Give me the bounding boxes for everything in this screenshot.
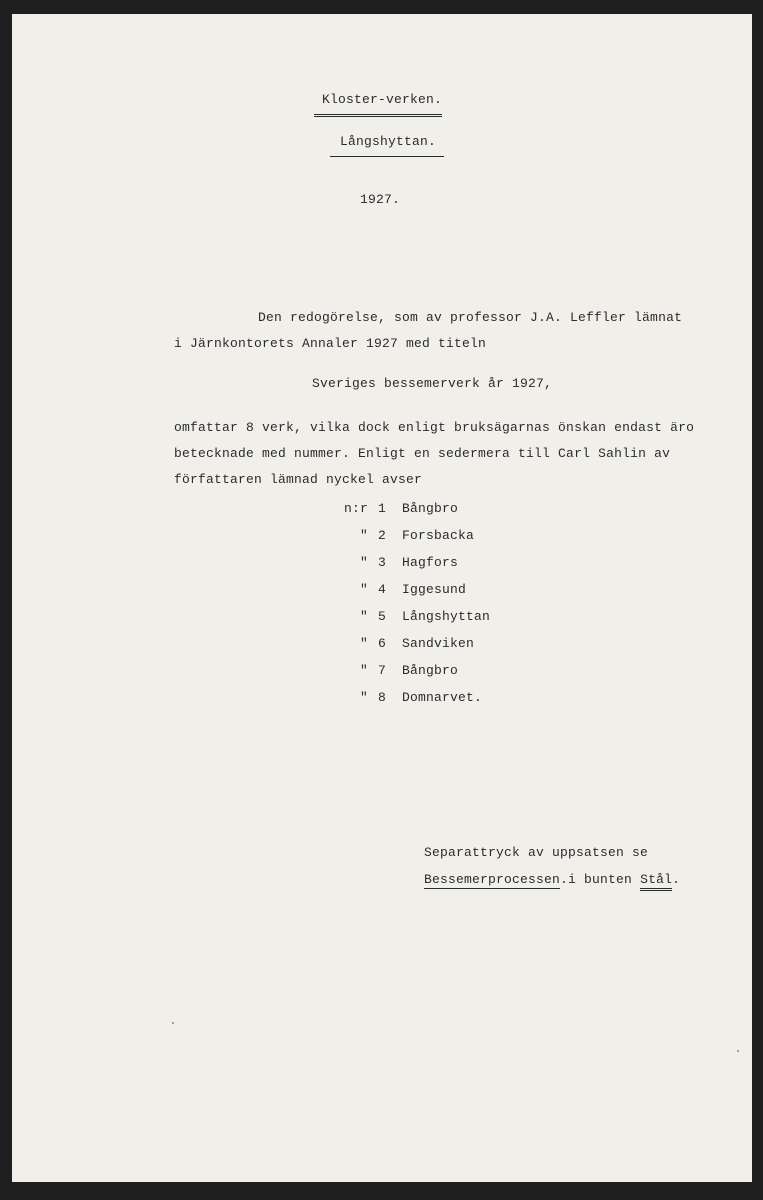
body-center-title: Sveriges bessemerverk år 1927,	[312, 376, 553, 391]
body-line-3: omfattar 8 verk, vilka dock enligt bruksägarnas önskan endast äro	[174, 420, 695, 435]
document-title: Kloster-verken.	[322, 92, 443, 107]
key-number: 4	[378, 582, 387, 597]
key-name: Iggesund	[402, 582, 467, 597]
key-number: 8	[378, 690, 387, 705]
document-year: 1927.	[360, 192, 401, 207]
key-prefix: "	[359, 636, 368, 651]
reference-end: .	[672, 872, 681, 887]
key-name: Bångbro	[402, 501, 459, 516]
body-line-1: Den redogörelse, som av professor J.A. Leffler lämnat	[258, 310, 683, 325]
reference-bundle: Stål	[640, 872, 672, 891]
footer-note-line-2	[424, 872, 680, 888]
body-line-4: betecknade med nummer. Enligt en sedermera till Carl Sahlin av	[174, 446, 671, 461]
key-prefix: "	[359, 690, 368, 705]
key-number: 7	[378, 663, 387, 678]
key-prefix: "	[359, 663, 368, 678]
key-prefix: "	[359, 609, 368, 624]
document-page	[12, 14, 752, 1182]
paper-speck	[172, 1022, 174, 1024]
body-line-5: författaren lämnad nyckel avser	[174, 472, 423, 487]
key-prefix: n:r	[343, 501, 368, 516]
key-prefix: "	[359, 555, 368, 570]
title-double-underline	[314, 114, 442, 117]
document-subtitle: Långshyttan.	[340, 134, 437, 149]
key-number: 5	[378, 609, 387, 624]
key-prefix: "	[359, 582, 368, 597]
key-number: 1	[378, 501, 387, 516]
body-line-2: i Järnkontorets Annaler 1927 med titeln	[174, 336, 487, 351]
key-name: Domnarvet.	[402, 690, 483, 705]
reference-title: Bessemerprocessen	[424, 872, 561, 887]
key-name: Forsbacka	[402, 528, 475, 543]
key-name: Bångbro	[402, 663, 459, 678]
subtitle-underline	[330, 156, 444, 157]
paper-speck	[737, 1050, 739, 1052]
key-number: 6	[378, 636, 387, 651]
reference-mid: .i bunten	[560, 872, 633, 887]
key-name: Långshyttan	[402, 609, 491, 624]
key-number: 2	[378, 528, 387, 543]
key-prefix: "	[359, 528, 368, 543]
footer-note-line-1: Separattryck av uppsatsen se	[424, 845, 649, 860]
key-name: Hagfors	[402, 555, 459, 570]
key-number: 3	[378, 555, 387, 570]
key-name: Sandviken	[402, 636, 475, 651]
